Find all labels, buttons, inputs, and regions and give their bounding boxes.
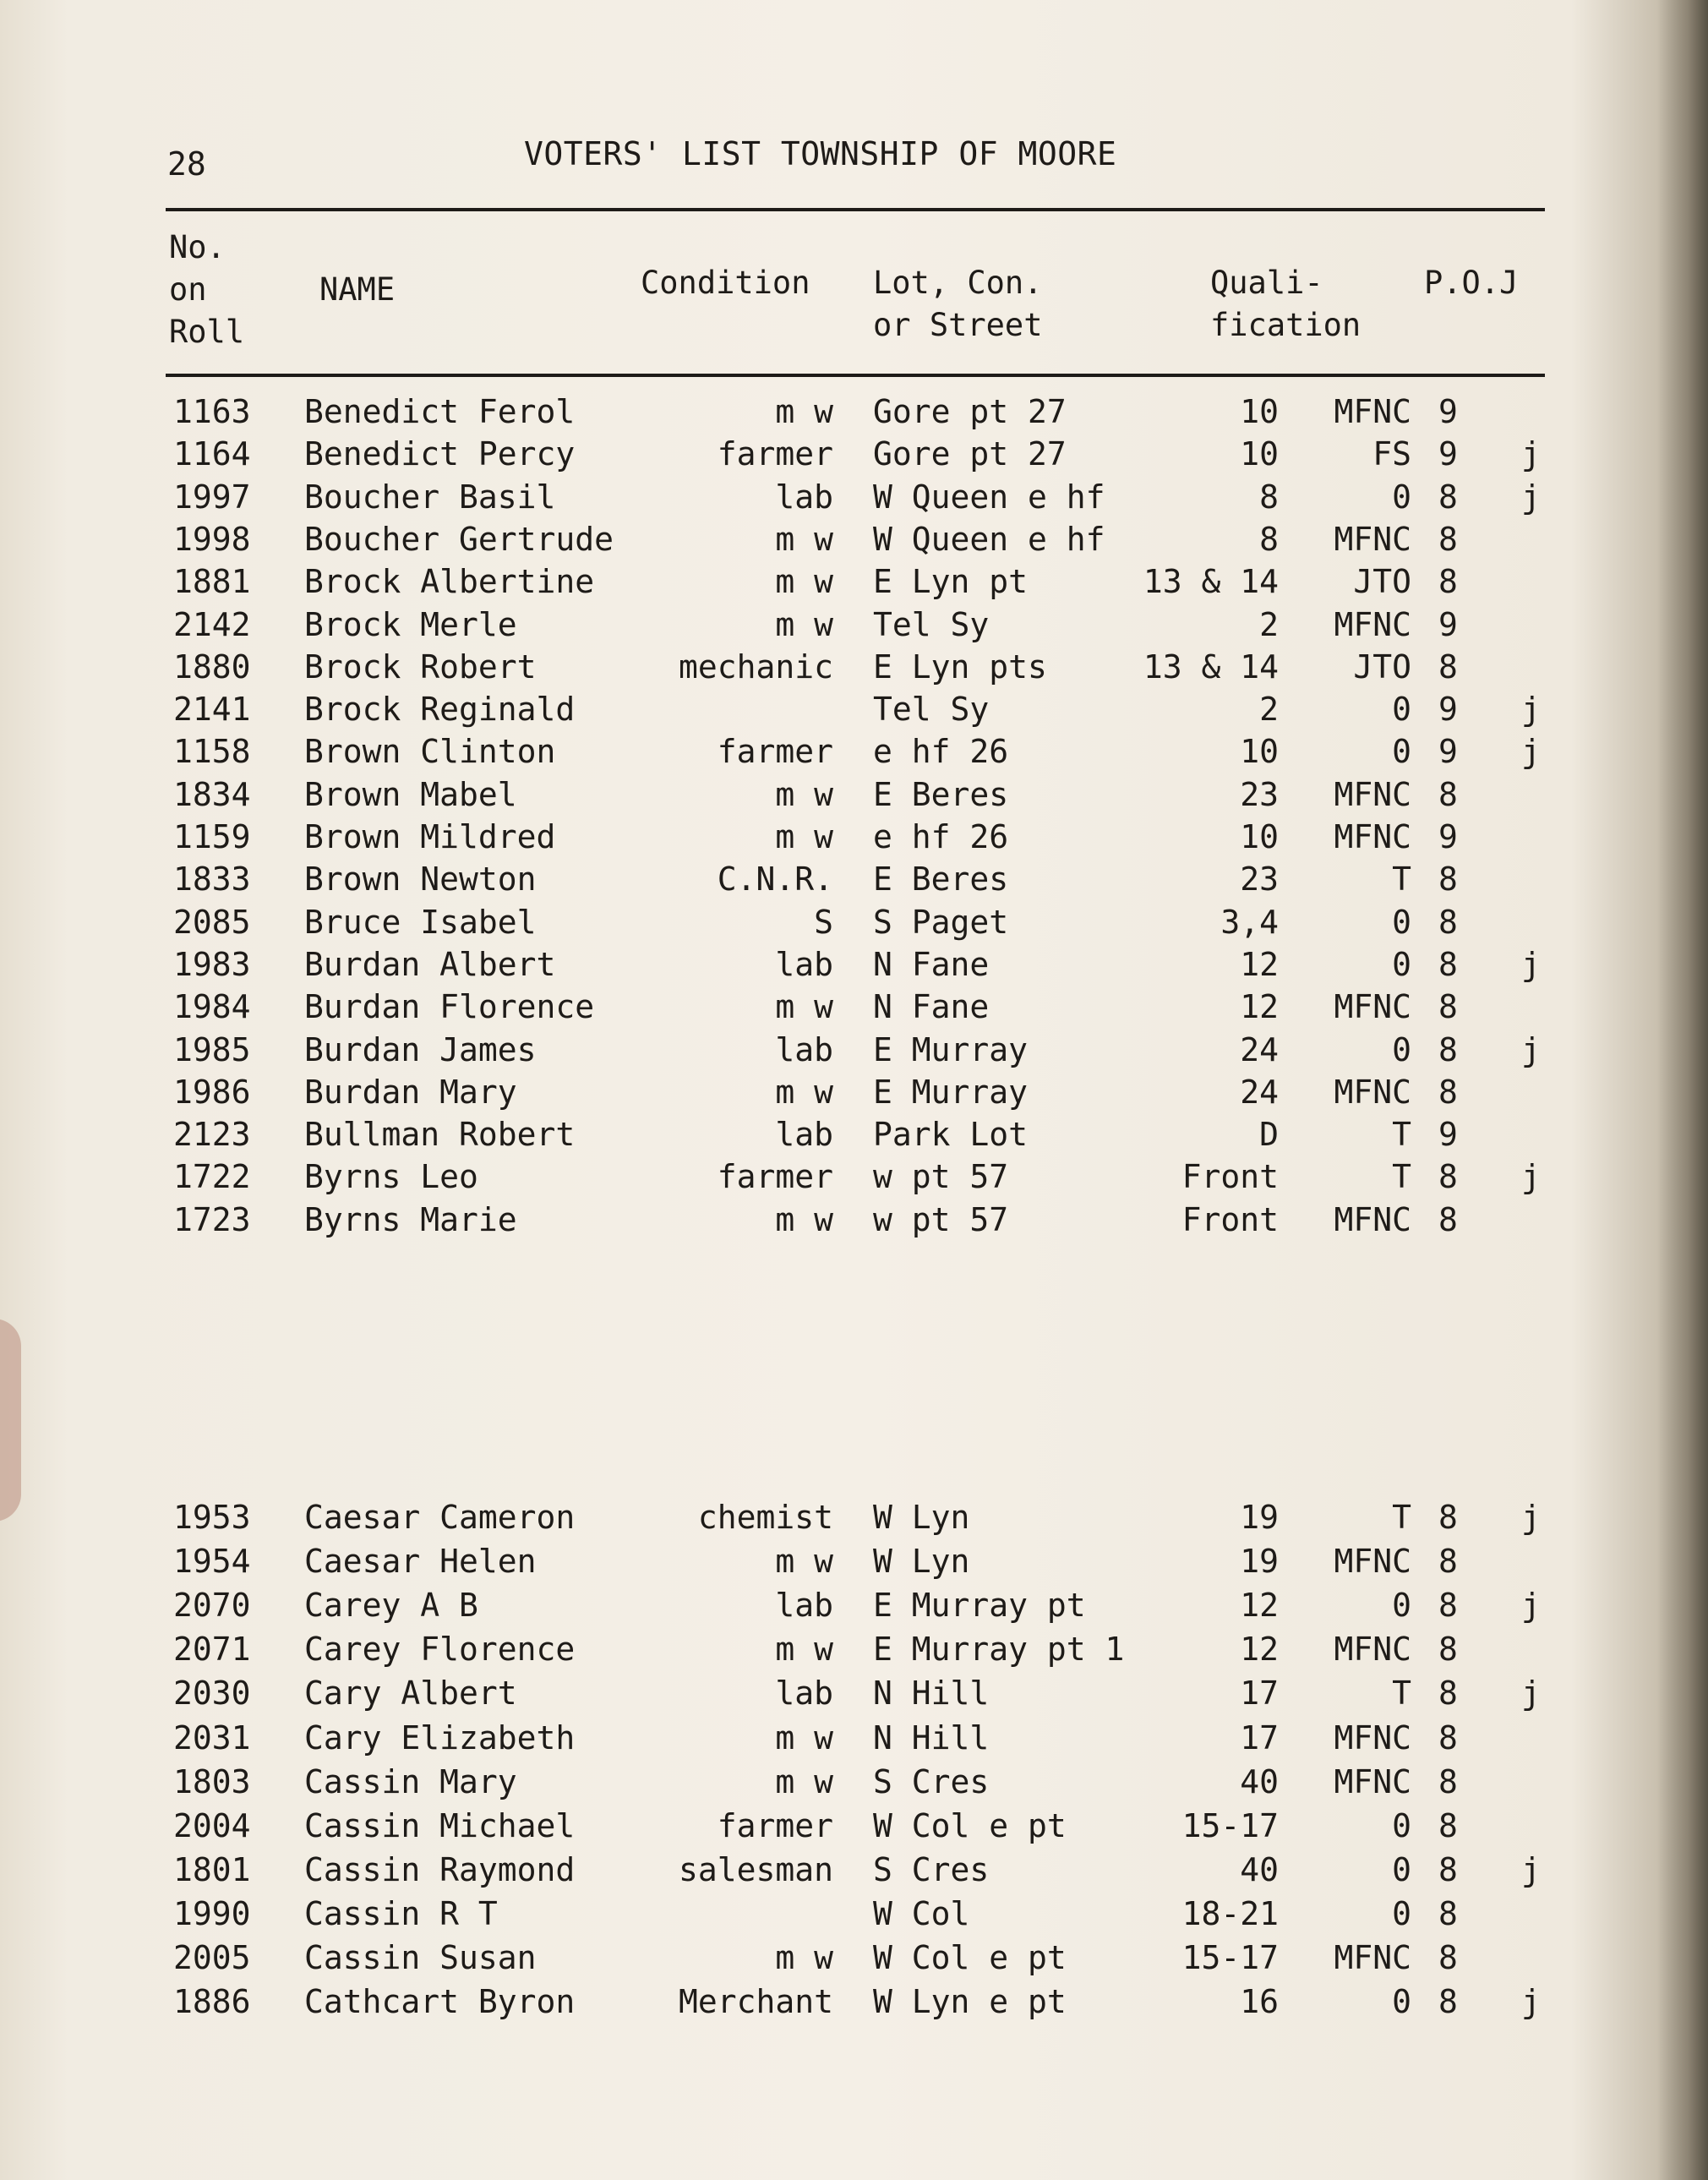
voter-name: Brock Merle [304,605,517,643]
table-row [0,733,1708,775]
table-row [0,946,1708,988]
header-lot-line1: Lot, Con. [873,265,1043,301]
lot-concession: N Fane [873,988,990,1026]
voter-name: Brock Reginald [304,691,576,729]
condition: m w [775,1718,833,1757]
juror-mark: j [1521,1983,1541,2021]
voter-name: Cassin Mary [304,1762,517,1800]
roll-number: 2031 [173,1718,251,1757]
lot-concession: N Fane [873,945,990,983]
table-row [0,776,1708,818]
condition: m w [775,563,833,601]
roll-number: 1834 [173,775,251,813]
header-qualification [1210,262,1361,347]
table-row [0,988,1708,1030]
juror-mark: j [1521,478,1541,516]
lot-number: 12 [1240,945,1279,983]
juror-mark: j [1521,435,1541,473]
juror-mark: j [1521,691,1541,729]
juror-mark: j [1521,1030,1541,1068]
table-row [0,1031,1708,1074]
lot-concession: Tel Sy [873,691,990,729]
roll-number: 1886 [173,1983,251,2021]
roll-number: 1164 [173,435,251,473]
table-row [0,1201,1708,1243]
table-row [0,606,1708,648]
qualification: MFNC [1334,1200,1411,1238]
post-office: 9 [1438,691,1458,729]
post-office: 8 [1438,1030,1458,1068]
voter-name: Cassin Raymond [304,1850,576,1888]
juror-mark: j [1521,1587,1541,1625]
roll-number: 1159 [173,818,251,855]
post-office: 9 [1438,1116,1458,1154]
lot-number: 10 [1240,435,1279,473]
lot-concession: E Murray [873,1030,1029,1068]
qualification: JTO [1353,647,1411,686]
condition: lab [775,1116,833,1154]
qualification: 0 [1392,478,1411,516]
header-lot [873,262,1042,347]
table-row [0,904,1708,946]
roll-number: 2071 [173,1631,251,1669]
lot-concession: W Queen e hf [873,520,1105,558]
lot-number: 18-21 [1181,1894,1279,1932]
qualification: MFNC [1334,1718,1411,1757]
lot-number: 8 [1259,520,1279,558]
table-row [0,1587,1708,1629]
post-office: 8 [1438,1806,1458,1844]
juror-mark: j [1521,1675,1541,1713]
condition: Merchant [678,1983,833,2021]
qualification: 0 [1392,903,1411,941]
juror-mark: j [1521,1850,1541,1888]
qualification: T [1392,861,1411,899]
lot-number: 12 [1240,988,1279,1026]
lot-concession: E Lyn pt [873,563,1029,601]
lot-number: D [1259,1116,1279,1154]
voter-name: Boucher Basil [304,478,556,516]
post-office: 8 [1438,1718,1458,1757]
condition: farmer [717,1158,833,1196]
qualification: JTO [1353,563,1411,601]
condition: m w [775,1543,833,1581]
post-office: 8 [1438,1587,1458,1625]
voter-name: Cary Albert [304,1675,517,1713]
qualification: MFNC [1334,1939,1411,1976]
page-number: 28 [167,145,206,183]
post-office: 8 [1438,520,1458,558]
condition: farmer [717,435,833,473]
table-row [0,521,1708,563]
condition: m w [775,1762,833,1800]
condition: lab [775,1030,833,1068]
header-no-line1: No. [169,229,226,265]
condition: C.N.R. [717,861,833,899]
condition: S [814,903,833,941]
roll-number: 2030 [173,1675,251,1713]
lot-concession: E Lyn pts [873,647,1047,686]
lot-number: 23 [1240,861,1279,899]
roll-number: 1722 [173,1158,251,1196]
qualification: 0 [1392,691,1411,729]
condition: m w [775,393,833,430]
lot-number: 13 & 14 [1143,563,1279,601]
roll-number: 1983 [173,945,251,983]
qualification: T [1392,1158,1411,1196]
post-office: 8 [1438,1675,1458,1713]
voter-name: Caesar Cameron [304,1499,576,1536]
lot-number: 10 [1240,818,1279,855]
voter-name: Brown Mabel [304,775,517,813]
header-no-on-roll [169,227,244,353]
voter-name: Cassin Susan [304,1939,537,1976]
post-office: 9 [1438,818,1458,855]
qualification: MFNC [1334,605,1411,643]
roll-number: 1998 [173,520,251,558]
voter-name: Cathcart Byron [304,1983,576,2021]
table-row [0,563,1708,605]
condition: lab [775,945,833,983]
table-row [0,1851,1708,1893]
table-row [0,393,1708,435]
lot-number: 17 [1240,1675,1279,1713]
qualification: 0 [1392,1894,1411,1932]
lot-number: 17 [1240,1718,1279,1757]
lot-number: 15-17 [1181,1939,1279,1976]
table-row [0,1895,1708,1937]
table-row [0,1543,1708,1585]
voter-name: Brock Albertine [304,563,595,601]
qualification: T [1392,1116,1411,1154]
table-row [0,648,1708,691]
lot-number: Front [1181,1200,1279,1238]
post-office: 8 [1438,1073,1458,1111]
juror-mark: j [1521,1499,1541,1536]
voter-name: Burdan Florence [304,988,595,1026]
lot-concession: E Murray pt 1 [873,1631,1125,1669]
roll-number: 1881 [173,563,251,601]
table-row [0,1807,1708,1849]
condition: lab [775,478,833,516]
qualification: FS [1372,435,1411,473]
voter-name: Bullman Robert [304,1116,576,1154]
roll-number: 1953 [173,1499,251,1536]
condition: m w [775,818,833,855]
lot-concession: E Beres [873,861,1009,899]
qualification: 0 [1392,733,1411,771]
lot-concession: N Hill [873,1718,990,1757]
post-office: 8 [1438,1631,1458,1669]
post-office: 8 [1438,1543,1458,1581]
lot-number: 8 [1259,478,1279,516]
table-row [0,435,1708,478]
lot-concession: E Beres [873,775,1009,813]
lot-concession: N Hill [873,1675,990,1713]
qualification: T [1392,1675,1411,1713]
voter-name: Boucher Gertrude [304,520,614,558]
lot-concession: W Col [873,1894,970,1932]
condition: lab [775,1587,833,1625]
lot-number: 24 [1240,1030,1279,1068]
header-condition: Condition [641,265,810,301]
qualification: MFNC [1334,393,1411,430]
post-office: 8 [1438,478,1458,516]
roll-number: 2142 [173,605,251,643]
lot-number: 15-17 [1181,1806,1279,1844]
voter-name: Brock Robert [304,647,537,686]
table-row [0,1675,1708,1717]
lot-concession: w pt 57 [873,1158,1009,1196]
header-bottom-rule [166,374,1545,377]
lot-concession: W Col e pt [873,1806,1067,1844]
lot-number: 2 [1259,605,1279,643]
lot-number: 13 & 14 [1143,647,1279,686]
condition: salesman [678,1850,833,1888]
condition: farmer [717,1806,833,1844]
lot-concession: e hf 26 [873,733,1009,771]
post-office: 8 [1438,861,1458,899]
table-row [0,1499,1708,1541]
post-office: 9 [1438,605,1458,643]
roll-number: 2123 [173,1116,251,1154]
qualification: MFNC [1334,520,1411,558]
table-row [0,818,1708,861]
post-office: 8 [1438,1939,1458,1976]
table-row [0,1074,1708,1116]
page-title: VOTERS' LIST TOWNSHIP OF MOORE [524,135,1117,172]
post-office: 8 [1438,903,1458,941]
table-row [0,1116,1708,1158]
voter-name: Byrns Leo [304,1158,478,1196]
roll-number: 2141 [173,691,251,729]
condition: m w [775,1200,833,1238]
voter-name: Caesar Helen [304,1543,537,1581]
condition: m w [775,520,833,558]
juror-mark: j [1521,733,1541,771]
post-office: 9 [1438,393,1458,430]
qualification: MFNC [1334,775,1411,813]
lot-number: 12 [1240,1631,1279,1669]
roll-number: 1880 [173,647,251,686]
roll-number: 1803 [173,1762,251,1800]
roll-number: 1801 [173,1850,251,1888]
post-office: 8 [1438,1158,1458,1196]
lot-number: 12 [1240,1587,1279,1625]
lot-concession: S Cres [873,1850,990,1888]
lot-concession: W Lyn e pt [873,1983,1067,2021]
roll-number: 1984 [173,988,251,1026]
qualification: 0 [1392,1806,1411,1844]
roll-number: 2004 [173,1806,251,1844]
voter-name: Brown Newton [304,861,537,899]
post-office: 9 [1438,733,1458,771]
voter-name: Byrns Marie [304,1200,517,1238]
qualification: MFNC [1334,1631,1411,1669]
roll-number: 1990 [173,1894,251,1932]
post-office: 8 [1438,1762,1458,1800]
voter-name: Brown Mildred [304,818,556,855]
table-row [0,1763,1708,1806]
lot-concession: W Lyn [873,1543,970,1581]
roll-number: 2085 [173,903,251,941]
lot-number: 40 [1240,1762,1279,1800]
post-office: 8 [1438,647,1458,686]
voter-name: Cassin Michael [304,1806,576,1844]
post-office: 9 [1438,435,1458,473]
header-lot-line2: or Street [873,307,1043,343]
voter-name: Burdan Albert [304,945,556,983]
roll-number: 2070 [173,1587,251,1625]
qualification: MFNC [1334,988,1411,1026]
post-office: 8 [1438,1894,1458,1932]
qualification: MFNC [1334,1543,1411,1581]
lot-concession: Tel Sy [873,605,990,643]
post-office: 8 [1438,1499,1458,1536]
roll-number: 1158 [173,733,251,771]
condition: m w [775,1939,833,1976]
voter-name: Carey A B [304,1587,478,1625]
lot-concession: e hf 26 [873,818,1009,855]
condition: m w [775,988,833,1026]
table-row [0,1719,1708,1762]
juror-mark: j [1521,1158,1541,1196]
condition: m w [775,1631,833,1669]
roll-number: 1163 [173,393,251,430]
qualification: MFNC [1334,1762,1411,1800]
header-name: NAME [319,271,396,308]
roll-number: 2005 [173,1939,251,1976]
table-row [0,691,1708,733]
lot-number: 24 [1240,1073,1279,1111]
qualification: 0 [1392,945,1411,983]
lot-concession: S Cres [873,1762,990,1800]
lot-concession: W Lyn [873,1499,970,1536]
lot-concession: w pt 57 [873,1200,1009,1238]
lot-number: 16 [1240,1983,1279,2021]
post-office: 8 [1438,945,1458,983]
condition: lab [775,1675,833,1713]
qualification: 0 [1392,1983,1411,2021]
voter-name: Bruce Isabel [304,903,537,941]
lot-number: 19 [1240,1543,1279,1581]
post-office: 8 [1438,1200,1458,1238]
lot-concession: E Murray pt [873,1587,1086,1625]
table-row [0,1631,1708,1673]
header-qual-line1: Quali- [1210,265,1323,301]
lot-number: 2 [1259,691,1279,729]
roll-number: 1985 [173,1030,251,1068]
condition: m w [775,775,833,813]
lot-concession: Gore pt 27 [873,393,1067,430]
roll-number: 1997 [173,478,251,516]
condition: mechanic [678,647,833,686]
header-top-rule [166,208,1545,211]
post-office: 8 [1438,1983,1458,2021]
voter-name: Burdan James [304,1030,537,1068]
voter-name: Cassin R T [304,1894,498,1932]
voter-name: Burdan Mary [304,1073,517,1111]
lot-number: 40 [1240,1850,1279,1888]
header-qual-line2: fication [1210,307,1361,343]
lot-number: 10 [1240,733,1279,771]
voter-name: Carey Florence [304,1631,576,1669]
qualification: T [1392,1499,1411,1536]
lot-number: 23 [1240,775,1279,813]
qualification: MFNC [1334,818,1411,855]
lot-concession: Park Lot [873,1116,1029,1154]
qualification: 0 [1392,1587,1411,1625]
lot-concession: W Col e pt [873,1939,1067,1976]
voter-name: Cary Elizabeth [304,1718,576,1757]
voter-name: Brown Clinton [304,733,556,771]
lot-concession: E Murray [873,1073,1029,1111]
post-office: 8 [1438,1850,1458,1888]
juror-mark: j [1521,945,1541,983]
roll-number: 1833 [173,861,251,899]
post-office: 8 [1438,775,1458,813]
condition: farmer [717,733,833,771]
condition: chemist [697,1499,833,1536]
lot-concession: S Paget [873,903,1009,941]
roll-number: 1954 [173,1543,251,1581]
lot-number: 3,4 [1220,903,1279,941]
post-office: 8 [1438,563,1458,601]
table-row [0,1939,1708,1981]
lot-number: 10 [1240,393,1279,430]
lot-concession: W Queen e hf [873,478,1105,516]
header-no-line2: on [169,271,207,308]
header-poj: P.O.J [1424,265,1519,301]
qualification: MFNC [1334,1073,1411,1111]
lot-number: Front [1181,1158,1279,1196]
header-no-line3: Roll [169,314,245,350]
lot-concession: Gore pt 27 [873,435,1067,473]
qualification: 0 [1392,1850,1411,1888]
lot-number: 19 [1240,1499,1279,1536]
table-row [0,478,1708,521]
voter-name: Benedict Ferol [304,393,576,430]
voter-name: Benedict Percy [304,435,576,473]
table-row [0,1158,1708,1200]
thumb-shadow [0,1319,21,1522]
table-row [0,1983,1708,2025]
post-office: 8 [1438,988,1458,1026]
roll-number: 1723 [173,1200,251,1238]
roll-number: 1986 [173,1073,251,1111]
table-row [0,861,1708,903]
condition: m w [775,1073,833,1111]
condition: m w [775,605,833,643]
qualification: 0 [1392,1030,1411,1068]
